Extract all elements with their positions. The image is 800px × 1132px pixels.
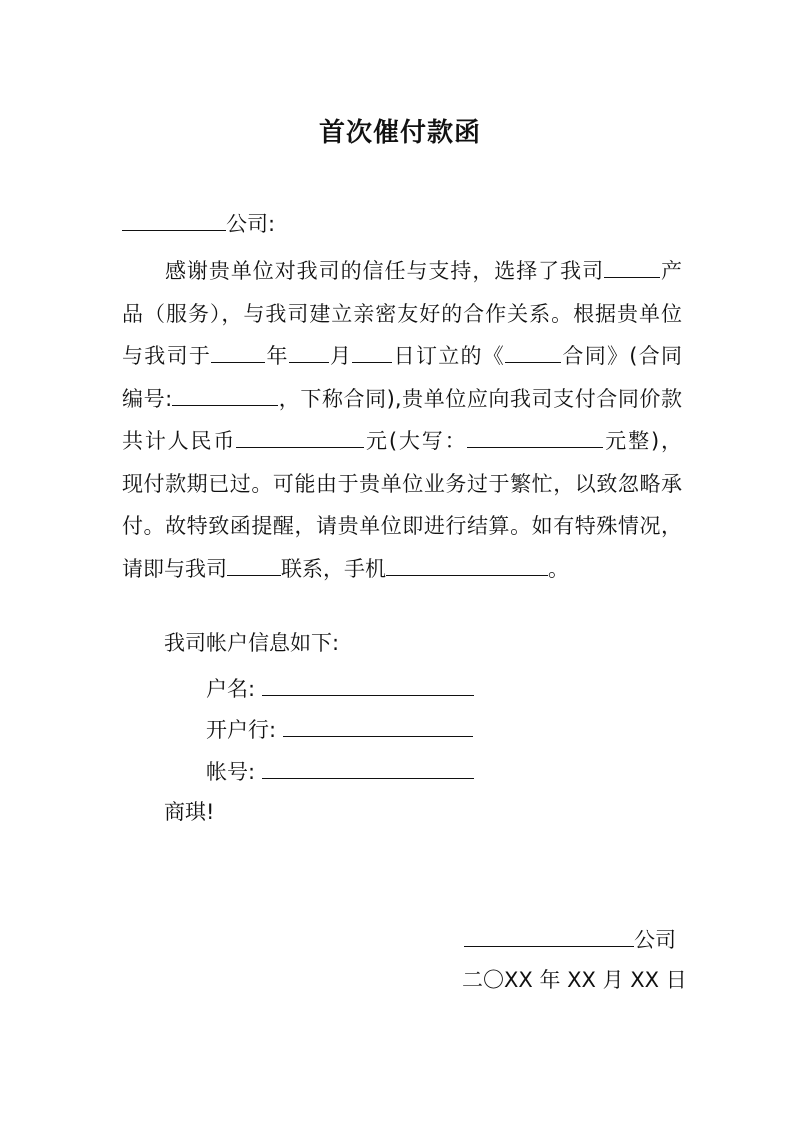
account-name-row (206, 673, 474, 703)
body-text: 请即与我司 (122, 556, 227, 581)
contract-number-blank[interactable] (172, 383, 278, 406)
signature-company (464, 924, 676, 954)
body-line-4 (122, 378, 682, 421)
page-title: 首次催付款函 (318, 118, 481, 148)
body-line-2: 品（服务），与我司建立亲密友好的合作关系。根据贵单位 (122, 301, 682, 326)
body-text: 产 (660, 259, 683, 283)
body-text: 与我司于 (122, 344, 212, 368)
amount-words-blank[interactable] (467, 425, 603, 448)
body-line-6: 现付款期已过。可能由于贵单位业务过于繁忙，以致忽略承 (122, 471, 682, 496)
account-name-blank[interactable] (262, 673, 474, 696)
bank-row (206, 714, 473, 744)
account-number-blank[interactable] (262, 756, 474, 779)
account-number-row (206, 756, 474, 786)
phone-blank[interactable] (386, 553, 548, 576)
body-text: 共计人民币 (122, 429, 237, 453)
body-line-1 (122, 250, 682, 293)
body-line-5 (122, 420, 682, 463)
body-text: 感谢贵单位对我司的信任与支持，选择了我司 (164, 259, 605, 283)
year-blank[interactable] (211, 340, 265, 363)
account-heading: 我司帐户信息如下: (164, 631, 340, 655)
account-name-label: 户名: (206, 677, 256, 701)
contact-blank[interactable] (227, 553, 281, 576)
body-line-3 (122, 335, 682, 378)
body-text: 年 (265, 344, 289, 368)
body-text: 日订立的《 (392, 344, 506, 368)
product-blank[interactable] (604, 255, 660, 278)
signature-company-blank[interactable] (464, 924, 634, 947)
signature-company-suffix: 公司 (634, 928, 676, 952)
body-text: 编号: (122, 386, 173, 411)
salutation-suffix: 公司: (226, 212, 276, 236)
body-text: 合同》(合同 (561, 344, 683, 368)
company-name-blank[interactable] (122, 208, 226, 231)
signature-date: 二〇XX 年 XX 月 XX 日 (462, 968, 687, 992)
body-text: 月 (328, 344, 353, 368)
contract-name-blank[interactable] (505, 340, 561, 363)
account-number-label: 帐号: (206, 760, 256, 784)
body-line-8 (122, 548, 682, 591)
closing-text: 商琪! (164, 800, 215, 824)
body-line-7: 付。故特致函提醒，请贵单位即进行结算。如有特殊情况， (122, 514, 682, 538)
month-blank[interactable] (289, 340, 329, 363)
body-text: 元整)， (603, 429, 682, 453)
body-text: 元(大写： (364, 429, 468, 453)
amount-blank[interactable] (236, 425, 364, 448)
body-paragraph (122, 250, 682, 590)
bank-blank[interactable] (283, 714, 473, 737)
body-text: 联系，手机 (281, 556, 386, 581)
body-text: 。 (548, 556, 569, 581)
body-text: ，下称合同),贵单位应向我司支付合同价款 (278, 386, 683, 411)
salutation (122, 208, 275, 238)
bank-label: 开户行: (206, 718, 277, 742)
day-blank[interactable] (352, 340, 392, 363)
